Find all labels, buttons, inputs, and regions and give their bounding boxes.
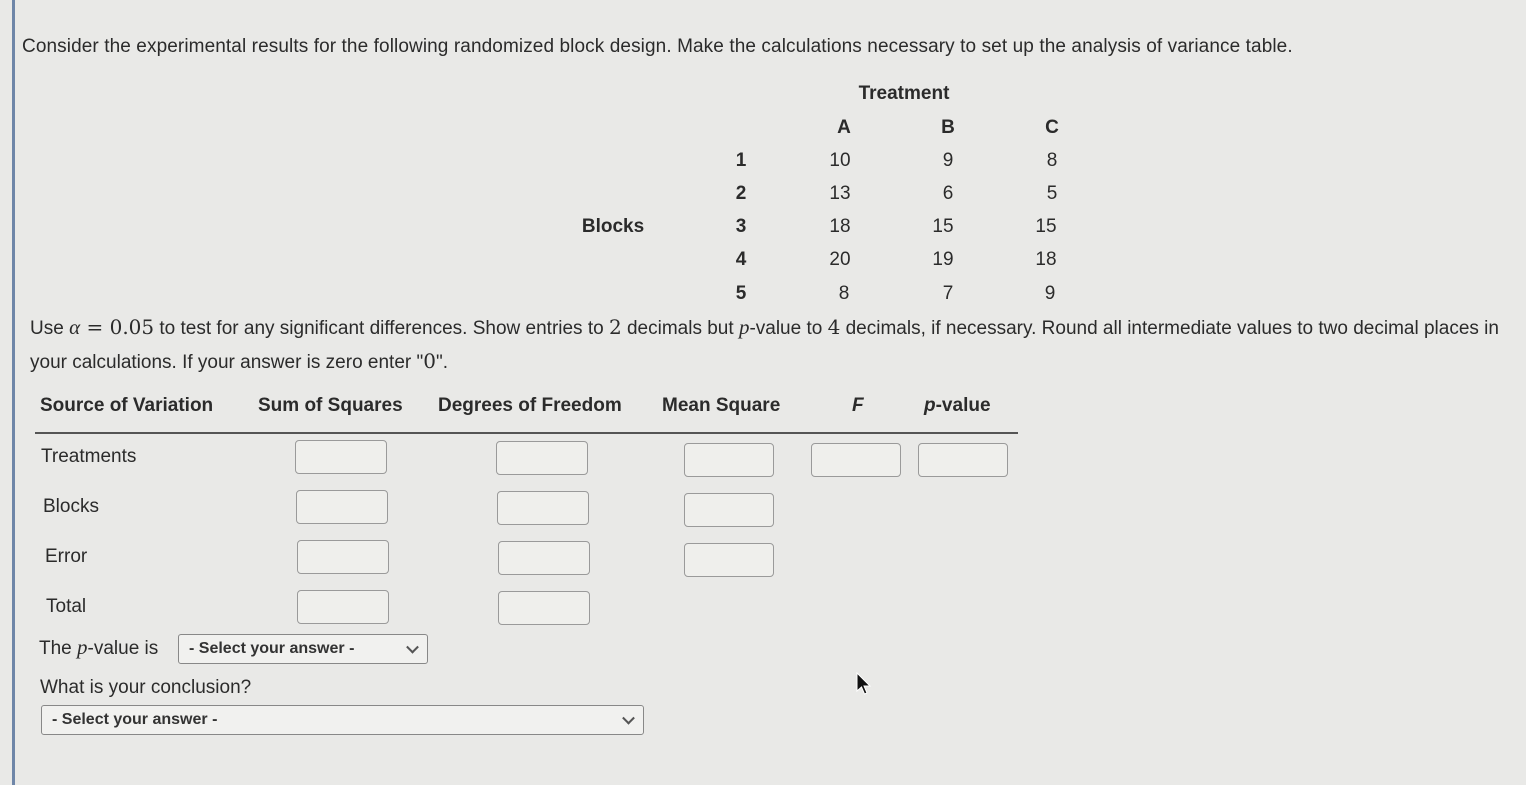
block-label: 5	[735, 283, 747, 304]
total-df-input[interactable]	[498, 591, 590, 625]
f-statistic-input[interactable]	[811, 443, 901, 477]
header-f: F	[852, 395, 864, 416]
data-cell: 19	[932, 249, 954, 270]
blocks-ms-input[interactable]	[684, 493, 774, 527]
treatments-ss-input[interactable]	[295, 440, 387, 474]
column-header-a: A	[837, 117, 851, 138]
data-cell: 9	[1044, 283, 1056, 304]
header-divider	[35, 432, 1018, 434]
header-sum-of-squares: Sum of Squares	[258, 395, 403, 416]
conclusion-question: What is your conclusion?	[40, 677, 252, 698]
row-label-total: Total	[46, 596, 87, 617]
row-label-treatments: Treatments	[41, 446, 137, 467]
mouse-pointer-icon	[856, 672, 872, 696]
data-cell: 8	[838, 283, 850, 304]
conclusion-select-value: - Select your answer -	[52, 711, 218, 728]
p-value-select[interactable]	[178, 634, 428, 664]
data-cell: 20	[829, 249, 851, 270]
header-source: Source of Variation	[40, 395, 214, 416]
data-cell: 9	[942, 150, 954, 171]
block-label: 3	[735, 216, 747, 237]
column-header-c: C	[1045, 117, 1059, 138]
instructions-text: Use α = 0.05 to test for any significant differences. Show entries to 2 decimals but p-value to 4 decimals, if necessary. Round all intermediate values to two decimal places in your calculations. If your answer is zero enter "0".	[30, 315, 1499, 373]
row-label-error: Error	[45, 546, 88, 567]
header-p-value: p-value	[924, 395, 991, 416]
column-header-b: B	[941, 117, 955, 138]
data-cell: 15	[1035, 216, 1057, 237]
chevron-down-icon	[622, 712, 635, 725]
conclusion-select[interactable]	[41, 705, 644, 735]
error-ms-input[interactable]	[684, 543, 774, 577]
data-cell: 13	[829, 183, 851, 204]
data-cell: 15	[932, 216, 954, 237]
block-label: 2	[735, 183, 747, 204]
header-degrees-of-freedom: Degrees of Freedom	[438, 395, 622, 416]
treatment-heading: Treatment	[858, 83, 950, 104]
error-df-input[interactable]	[498, 541, 590, 575]
data-cell: 18	[829, 216, 851, 237]
header-mean-square: Mean Square	[662, 395, 781, 416]
p-value-input[interactable]	[918, 443, 1008, 477]
blocks-heading: Blocks	[581, 216, 645, 237]
blocks-df-input[interactable]	[497, 491, 589, 525]
blocks-ss-input[interactable]	[296, 490, 388, 524]
problem-intro: Consider the experimental results for the following randomized block design. Make the calculations necessary to set up the analysis of variance table.	[22, 36, 1293, 57]
data-cell: 18	[1035, 249, 1057, 270]
error-ss-input[interactable]	[297, 540, 389, 574]
treatments-df-input[interactable]	[496, 441, 588, 475]
data-cell: 5	[1046, 183, 1058, 204]
row-label-blocks: Blocks	[43, 496, 99, 517]
data-cell: 10	[829, 150, 851, 171]
data-cell: 7	[942, 283, 954, 304]
chevron-down-icon	[406, 641, 419, 654]
treatments-ms-input[interactable]	[684, 443, 774, 477]
treatment-data-table	[0, 0, 1526, 320]
block-label: 4	[735, 249, 747, 270]
p-value-statement: The p-value is	[39, 635, 159, 659]
p-value-select-value: - Select your answer -	[189, 640, 355, 657]
data-cell: 6	[942, 183, 954, 204]
data-cell: 8	[1046, 150, 1058, 171]
total-ss-input[interactable]	[297, 590, 389, 624]
block-label: 1	[735, 150, 747, 171]
